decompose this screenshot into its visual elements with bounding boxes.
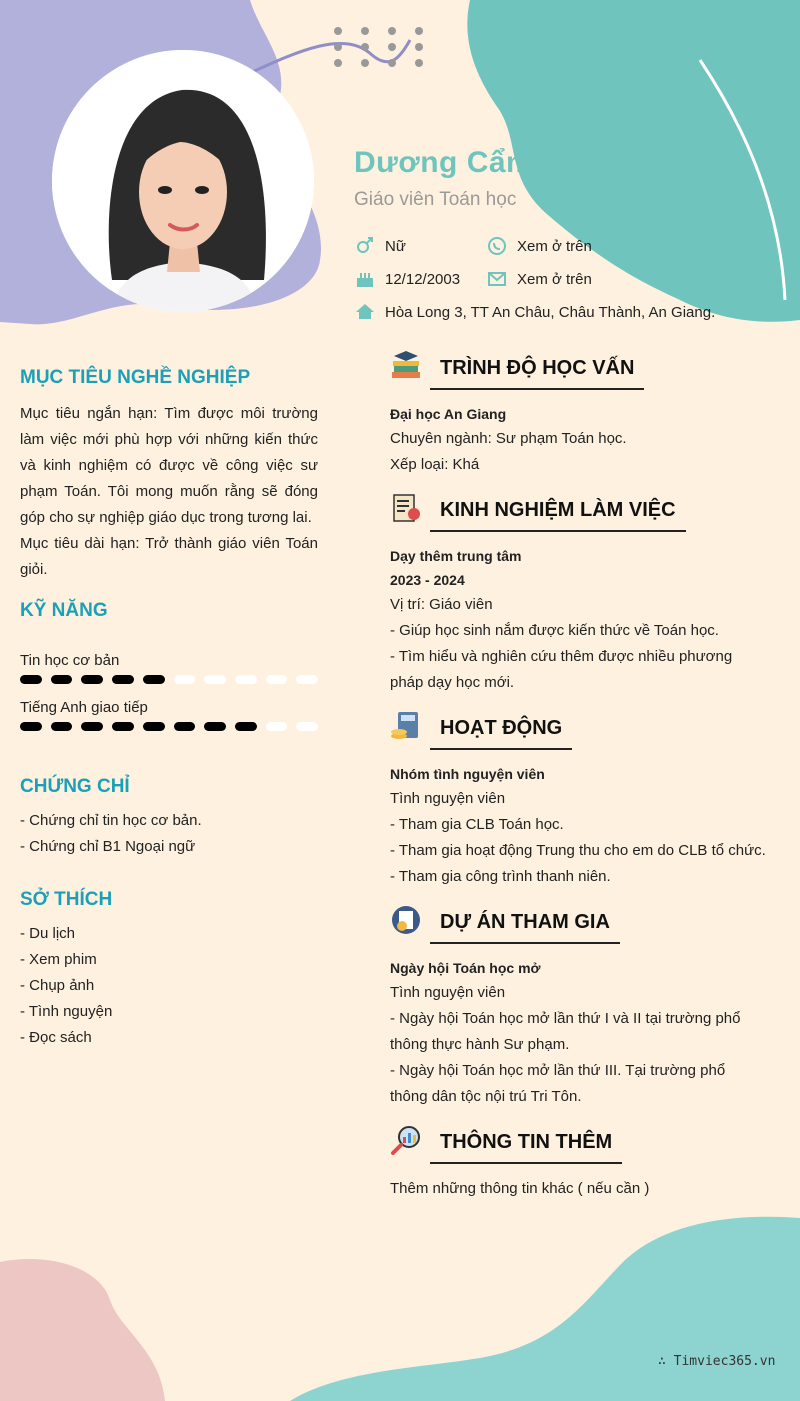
school-name: Đại học An Giang	[390, 406, 507, 422]
cake-icon	[354, 268, 376, 290]
hobby-item: - Chụp ảnh	[20, 977, 95, 994]
long-term-goal: Mục tiêu dài hạn: Trở thành giáo viên Toán giỏi.	[20, 535, 318, 578]
projects-heading: DỰ ÁN THAM GIA	[430, 911, 620, 944]
phone-value: Xem ở trên	[517, 237, 592, 255]
projects-section	[390, 956, 766, 1110]
work-period: 2023 - 2024	[390, 572, 465, 588]
watermark: ∴ Timviec365.vn	[658, 1354, 776, 1369]
skill-dash-filled	[81, 675, 103, 684]
hobby-item: - Xem phim	[20, 951, 97, 968]
skill-dash-empty	[266, 675, 288, 684]
info-email	[486, 268, 592, 290]
skill-bar	[20, 722, 318, 731]
major: Chuyên ngành: Sư phạm Toán học.	[390, 430, 627, 447]
certificates-heading: CHỨNG CHỈ	[20, 776, 130, 797]
hobby-item: - Đọc sách	[20, 1029, 92, 1046]
education-section	[390, 402, 766, 478]
activity-item: - Tham gia CLB Toán học.	[390, 816, 564, 833]
skill-dash-filled	[112, 722, 134, 731]
activities-section	[390, 762, 766, 890]
address-value: Hòa Long 3, TT An Châu, Châu Thành, An Giang.	[385, 303, 716, 321]
certificates-section	[20, 776, 318, 860]
skill-dash-filled	[112, 675, 134, 684]
hobbies-heading: SỞ THÍCH	[20, 889, 113, 910]
activities-heading: HOẠT ĐỘNG	[430, 717, 572, 750]
company-name: Dạy thêm trung tâm	[390, 548, 522, 564]
skill-dash-filled	[174, 722, 196, 731]
info-gender	[354, 235, 406, 257]
experience-section	[390, 544, 766, 696]
additional-text: Thêm những thông tin khác ( nếu cần )	[390, 1180, 650, 1197]
work-duty: - Tìm hiểu và nghiên cứu thêm được nhiều phương pháp dạy học mới.	[390, 648, 733, 691]
project-item: - Ngày hội Toán học mở lần thứ III. Tại trường phổ thông dân tộc nội trú Tri Tôn.	[390, 1062, 726, 1105]
skill-dash-empty	[235, 675, 257, 684]
career-goal-section	[20, 367, 318, 583]
skill-dash-filled	[51, 722, 73, 731]
skill-dash-filled	[235, 722, 257, 731]
hobby-item: - Tình nguyện	[20, 1003, 113, 1020]
hobby-item: - Du lịch	[20, 925, 76, 942]
work-duty: - Giúp học sinh nắm được kiến thức về Toán học.	[390, 622, 719, 639]
whatsapp-icon	[486, 235, 508, 257]
activity-item: - Tham gia công trình thanh niên.	[390, 868, 611, 885]
certificate-item: - Chứng chỉ tin học cơ bản.	[20, 812, 202, 829]
additional-heading: THÔNG TIN THÊM	[430, 1131, 622, 1164]
work-position: Vị trí: Giáo viên	[390, 596, 493, 613]
activity-org: Nhóm tình nguyện viên	[390, 766, 545, 782]
skill-dash-filled	[81, 722, 103, 731]
skill-dash-empty	[296, 675, 318, 684]
document-icon	[390, 492, 422, 524]
skill-dash-filled	[20, 722, 42, 731]
info-address	[354, 301, 715, 323]
skill-dash-filled	[143, 722, 165, 731]
books-icon	[390, 350, 422, 382]
hobbies-section	[20, 889, 318, 1051]
info-birthday	[354, 268, 460, 290]
chart-magnifier-icon	[390, 1124, 422, 1156]
skill-name: Tiếng Anh giao tiếp	[20, 699, 148, 716]
education-heading: TRÌNH ĐỘ HỌC VẤN	[430, 357, 644, 390]
skill-dash-empty	[266, 722, 288, 731]
skill-dash-filled	[20, 675, 42, 684]
skill-dash-filled	[51, 675, 73, 684]
email-icon	[486, 268, 508, 290]
project-name: Ngày hội Toán học mở	[390, 960, 541, 976]
project-role: Tình nguyện viên	[390, 984, 506, 1001]
skill-dash-empty	[204, 675, 226, 684]
experience-heading: KINH NGHIỆM LÀM VIỆC	[430, 499, 686, 532]
skill-bar	[20, 675, 318, 684]
grade: Xếp loại: Khá	[390, 456, 480, 473]
career-goal-heading: MỤC TIÊU NGHỀ NGHIỆP	[20, 367, 251, 388]
skills-heading: KỸ NĂNG	[20, 600, 108, 621]
project-item: - Ngày hội Toán học mở lần thứ I và II tại trường phổ thông thực hành Sư phạm.	[390, 1010, 741, 1053]
skill-dash-empty	[296, 722, 318, 731]
additional-section	[390, 1176, 766, 1202]
activity-item: - Tham gia hoạt động Trung thu cho em do CLB tổ chức.	[390, 842, 766, 859]
info-phone	[486, 235, 592, 257]
activity-role: Tình nguyện viên	[390, 790, 506, 807]
skill-dash-filled	[204, 722, 226, 731]
short-term-goal: Mục tiêu ngắn hạn: Tìm được môi trường làm việc mới phù hợp với những kiến thức và kinh nghiệm có được về công việc sư phạm Toán. Tôi mong muốn rằng sẽ đóng góp cho sự nghiệp giáo dục trong tương lai.	[20, 405, 318, 526]
email-value: Xem ở trên	[517, 270, 592, 288]
skill-name: Tin học cơ bản	[20, 652, 120, 669]
birthday-value: 12/12/2003	[385, 270, 461, 288]
home-icon	[354, 301, 376, 323]
skills-section	[20, 600, 318, 731]
gender-value: Nữ	[385, 237, 406, 255]
skill-dash-filled	[143, 675, 165, 684]
calculator-icon	[390, 710, 422, 742]
avatar	[52, 50, 314, 312]
gender-icon	[354, 235, 376, 257]
skill-dash-empty	[174, 675, 196, 684]
job-title: Giáo viên Toán học	[354, 189, 517, 210]
certificate-item: - Chứng chỉ B1 Ngoại ngữ	[20, 838, 196, 855]
candidate-name: Dương Cẩm Ly	[354, 146, 577, 179]
medal-icon	[390, 904, 422, 936]
